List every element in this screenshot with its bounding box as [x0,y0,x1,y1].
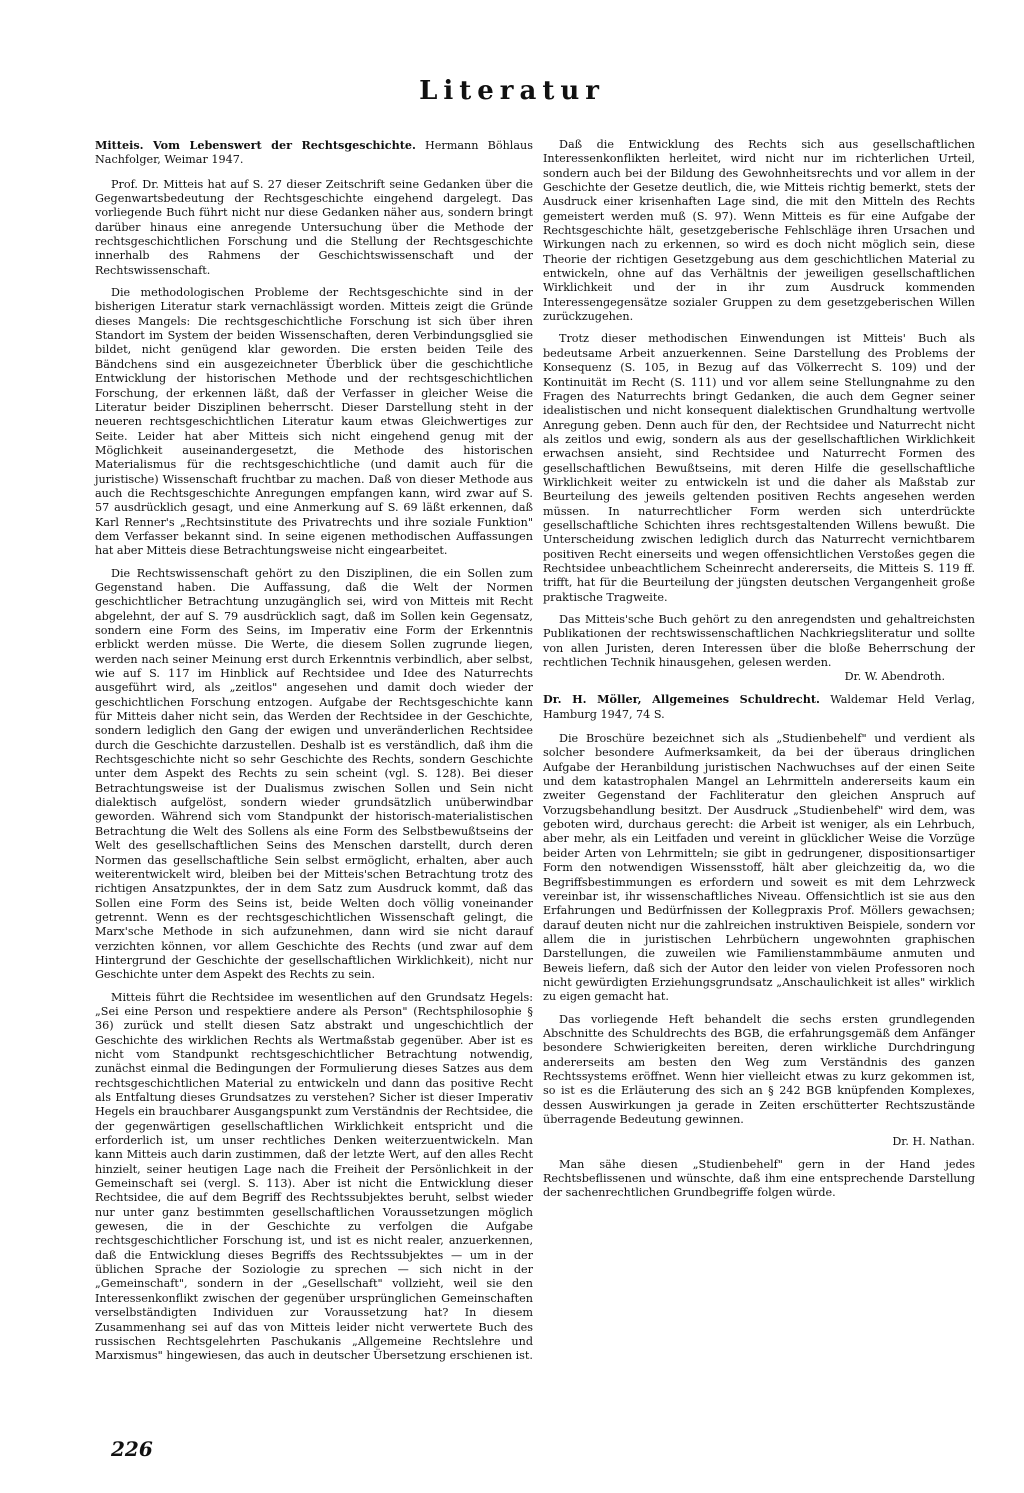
review1-paragraph-6: Trotz dieser methodischen Einwendungen ist Mitteis' Buch als bedeutsame Arbeit anzuerkennen. Seine Darstellung des Problems der Konsequenz (S. 105, in Bezug auf das Völkerrecht S. 109) und der Kontinuität im Recht (S. 111) und vor allem seine Stellungnahme zu den Fragen des Naturrechts bringt Gedanken, die auch dem Gegner seiner idealistischen und nicht konsequent dialektischen Grundhaltung wertvolle Anregung geben. Denn auch für den, der Rechtsidee und Naturrecht nicht als zeitlos und ewig, sondern als aus der gesellschaftlichen Wirklichkeit erwachsen ansieht, sind Rechtsidee und Naturrecht Formen des gesellschaftlichen Bewußtseins, mit deren Hilfe die gesellschaftliche Wirklichkeit weiter zu entwickeln ist und die daher als Maßstab zur Beurteilung des jeweils geltenden positiven Rechts angesehen werden müssen. In naturrechtlicher Form werden sich unterdrückte gesellschaftliche Schichten ihres rechtsgestaltenden Willens bewußt. Die Unterscheidung zwischen lediglich durch das Naturrecht vernichtbarem positiven Recht einerseits und wegen offensichtlichen Verstoßes gegen die Rechtsidee unbeachtlichem Scheinrecht andererseits, die Mitteis S. 119 ff. trifft, hat für die Beurteilung der jüngsten deutschen Vergangenheit große praktische Tragweite. [543,332,975,604]
review2-heading-publisher: Waldemar Held Verlag, Hamburg 1947, 74 S. [543,693,976,721]
left-column [95,138,533,1372]
review1-paragraph-7-text: Das Mitteis'sche Buch gehört zu den anregendsten und gehaltreichsten Publikationen der rechtswissenschaftlichen Nachkriegsliteratur und sollte von allen Juristen, deren Interessen über die bloße Beherrschung der rechtlichen Technik hinausgehen, gelesen werden. [543,613,975,670]
review2-heading [543,692,975,722]
right-column [543,138,975,1209]
review2-signature: Dr. H. Nathan. [892,1135,975,1149]
page-number: 226 [111,1437,153,1461]
section-title: Literatur [419,76,605,106]
review1-heading-publisher: Hermann Böhlaus Nachfolger, Weimar 1947. [95,139,533,167]
review2 [543,692,975,1200]
review1-paragraph-2: Die methodologischen Probleme der Rechtsgeschichte sind in der bisherigen Literatur stark vernachlässigt worden. Mitteis zeigt die Gründe dieses Mangels: Die rechtsgeschichtliche Forschung ist sich über ihren Standort im System der beiden Wissenschaften, deren Verbindungsglied sie bildet, nicht genügend klar geworden. Die ersten beiden Teile des Bändchens sind ein ausgezeichneter Überblick über die geschichtliche Entwicklung der historischen Methode und der rechtsgeschichtlichen Forschung, der erkennen läßt, daß der Verfasser in gleicher Weise die Literatur beider Disziplinen beherrscht. Dieser Darstellung steht in der neueren rechtsgeschichtlichen Literatur kaum etwas Gleichwertiges zur Seite. Leider hat aber Mitteis sich nicht eingehend genug mit der Möglichkeit auseinandergesetzt, die Methode des historischen Materialismus für die rechtsgeschichtliche (und damit auch für die juristische) Wissenschaft fruchtbar zu machen. Daß von dieser Methode aus auch die Rechtsgeschichte Anregungen empfangen kann, wird zwar auf S. 57 ausdrücklich gesagt, und eine Anmerkung auf S. 69 läßt erkennen, daß Karl Renner's „Rechtsinstitute des Privatrechts und ihre soziale Funktion" dem Verfasser bekannt sind. In seine eigenen methodischen Auffassungen hat aber Mitteis diese Betrachtungsweise nicht eingearbeitet. [95,286,533,558]
review1-signature: Dr. W. Abendroth. [844,670,945,684]
review2-paragraph-2: Das vorliegende Heft behandelt die sechs ersten grundlegenden Abschnitte des Schuldrechts des BGB, die erfahrungsgemäß dem Anfänger besondere Schwierigkeiten bereiten, deren wirkliche Durchdringung andererseits am besten den Weg zum Verständnis des ganzen Rechtssystems eröffnet. Wenn hier vielleicht etwas zu kurz gekommen ist, so ist es die Erläuterung des sich an § 242 BGB knüpfenden Komplexes, dessen Auswirkungen ja gerade in Zeiten erschütterter Rechtszustände überragende Bedeutung gewinnen. [543,1012,975,1126]
review1-paragraph-3: Die Rechtswissenschaft gehört zu den Disziplinen, die ein Sollen zum Gegenstand haben. Die Auffassung, daß die Welt der Normen geschichtlicher Betrachtung unzugänglich sei, wird von Mitteis mit Recht abgelehnt, der auf S. 79 ausdrücklich sagt, daß im Sollen kein Gegensatz, sondern eine Form des Seins, im Imperativ eine Form der Erkenntnis erblickt werden müsse. Die Werte, die diesem Sollen zugrunde liegen, werden nach seiner Meinung erst durch Erkenntnis verbindlich, aber selbst, wie auf S. 117 im Hinblick auf Rechtsidee und Idee des Naturrechts ausgeführt wird, als „zeitlos" angesehen und damit doch wieder der geschichtlichen Forschung entzogen. Aufgabe der Rechtsgeschichte kann für Mitteis daher nicht sein, das Werden der Rechtsidee in der Geschichte, sondern lediglich den Gang der ewigen und unveränderlichen Rechtsidee durch die Geschichte darzustellen. Deshalb ist es verständlich, daß ihm die Rechtsgeschichte nicht so sehr Geschichte des Rechts, sondern Geschichte unter dem Aspekt des Rechts zu sein scheint (vgl. S. 128). Bei dieser Betrachtungsweise ist der Dualismus zwischen Sollen und Sein nicht dialektisch aufgelöst, sondern wieder grundsätzlich unüberwindbar geworden. Während sich vom Standpunkt der historisch-materialistischen Betrachtung die Welt des Sollens als eine Form des Selbstbewußtseins der Welt des gesellschaftlichen Seins des Menschen darstellt, durch deren Normen das gesellschaftliche Sein selbst ermöglicht, erhalten, aber auch weiterentwickelt wird, bleiben bei der Mitteis'schen Betrachtung trotz des richtigen Ansatzpunktes, der in dem Satz zum Ausdruck kommt, daß das Sollen eine Form des Seins ist, beide Welten doch völlig voneinander getrennt. Wenn es der rechtsgeschichtlichen Wissenschaft gelingt, die Marx'sche Methode in sich aufzunehmen, dann wird sie nicht darauf verzichten können, vor allem Geschichte des Rechts (und zwar auf dem Hintergrund der Geschichte der gesellschaftlichen Wirklichkeit), nicht nur Geschichte unter dem Aspekt des Rechts zu sein. [95,566,533,982]
review1-heading [95,138,533,168]
review1-paragraph-4: Mitteis führt die Rechtsidee im wesentlichen auf den Grundsatz Hegels: „Sei eine Person und respektiere andere als Person" (Rechtsphilosophie § 36) zurück und stellt diesen Satz abstrakt und ungeschichtlich der Geschichte des wirklichen Rechts als Wertmaßstab gegenüber. Aber ist es nicht vom Standpunkt rechtsgeschichtlicher Betrachtung notwendig, zunächst einmal die Bedingungen der Formulierung dieses Satzes aus dem rechtsgeschichtlichen Material zu entwickeln und dann das positive Recht als Entfaltung dieses Grundsatzes zu verstehen? Sicher ist dieser Imperativ Hegels ein brauchbarer Ausgangspunkt zum Verständnis der Rechtsidee, die der gegenwärtigen gesellschaftlichen Wirklichkeit entspricht und die erforderlich ist, um unser rechtliches Denken weiterzuentwickeln. Man kann Mitteis auch darin zustimmen, daß der letzte Wert, auf den alles Recht hinzielt, seiner heutigen Lage nach die Freiheit der Persönlichkeit in der Gemeinschaft sei (vergl. S. 113). Aber ist nicht die Entwicklung dieser Rechtsidee, die auf dem Begriff des Rechtssubjektes beruht, selbst wieder nur unter ganz bestimmten gesellschaftlichen Voraussetzungen möglich gewesen, die in der Geschichte zu verfolgen die Aufgabe rechtsgeschichtlicher Forschung ist, und ist es nicht realer, anzuerkennen, daß die Entwicklung dieses Begriffs des Rechtssubjektes — um in der üblichen Sprache der Soziologie zu sprechen — sich nicht in der „Gemeinschaft", sondern in der „Gesellschaft" vollzieht, weil sie den Interessenkonflikt zwischen der gegenüber ursprünglichen Gemeinschaften verselbständigten Individuen zur Voraussetzung hat? In diesem Zusammenhang sei auf das von Mitteis leider nicht verwertete Buch des russischen Rechtsgelehrten Paschukanis „Allgemeine Rechtslehre und Marxismus" hingewiesen, das auch in deutscher Übersetzung erschienen ist. [95,990,533,1363]
review2-paragraph-1: Die Broschüre bezeichnet sich als „Studienbehelf" und verdient als solcher besondere Aufmerksamkeit, da bei der überaus dringlichen Aufgabe der Heranbildung juristischen Nachwuchses auf der einen Seite und dem katastrophalen Mangel an Lehrmitteln andererseits kaum ein zweiter Gegenstand der Fachliteratur den gleichen Anspruch auf Vorzugsbehandlung besitzt. Der Ausdruck „Studienbehelf" wird dem, was geboten wird, durchaus gerecht: die Arbeit ist weniger, als ein Lehrbuch, aber mehr, als ein Leitfaden und vereint in glücklicher Weise die Vorzüge beider Arten von Lehrmitteln; sie gibt in gedrungener, dispositionsartiger Form den notwendigen Wissensstoff, hält aber gleichzeitig da, wo die Begriffsbestimmungen es erfordern und soweit es mit dem Lehrzweck vereinbar ist, ihr wissenschaftliches Niveau. Offensichtlich ist sie aus den Erfahrungen und Bedürfnissen der Kollegpraxis Prof. Möllers gewachsen; darauf deuten nicht nur die zahlreichen instruktiven Beispiele, sondern vor allem die in juristischen Lehrbüchern ungewohnten graphischen Darstellungen, die zuweilen wie Familienstammbäume anmuten und Beweis liefern, daß sich der Autor den leider von vielen Professoren noch nicht gewürdigten Erziehungsgrundsatz „Anschaulichkeit ist alles" wirklich zu eigen gemacht hat. [543,732,975,1004]
review1-paragraph-1: Prof. Dr. Mitteis hat auf S. 27 dieser Zeitschrift seine Gedanken über die Gegenwartsbedeutung der Rechtsgeschichte eingehend dargelegt. Das vorliegende Buch führt nicht nur diese Gedanken näher aus, sondern bringt darüber hinaus eine anregende Untersuchung über die Methode der rechtsgeschichtlichen Forschung und die Stellung der Rechtsgeschichte innerhalb des Rahmens der Geschichtswissenschaft und der Rechtswissenschaft. [95,177,533,277]
review2-paragraph-3: Man sähe diesen „Studienbehelf" gern in der Hand jedes Rechtsbeflissenen und wünschte, daß ihm eine entsprechende Darstellung der sachenrechtlichen Grundbegriffe folgen würde. [543,1157,975,1200]
review1-paragraph-5: Daß die Entwicklung des Rechts sich aus gesellschaftlichen Interessenkonflikten herleitet, wird nicht nur im richterlichen Urteil, sondern auch bei der Bildung des Gewohnheitsrechts und vor allem in der Geschichte der Gesetze deutlich, die, wie Mitteis richtig bemerkt, stets der Ausdruck einer krisenhaften Lage sind, die mit den Mitteln des Rechts gemeistert werden muß (S. 97). Wenn Mitteis es für eine Aufgabe der Rechtsgeschichte hält, gesetzgeberische Fehlschläge ihren Ursachen und Wirkungen nach zu erkennen, so wird es doch nicht möglich sein, diese Theorie der richtigen Gesetzgebung aus dem geschichtlichen Material zu entwickeln, ohne auf das Verhältnis der jeweiligen gesellschaftlichen Wirklichkeit und der in ihr zum Ausdruck kommenden Interessengegensätze sozialer Gruppen zu dem gesetzgeberischen Willen zurückzugehen. [543,138,975,324]
review1-paragraph-7 [543,613,975,684]
review1-heading-title: Mitteis. Vom Lebenswert der Rechtsgeschichte. [95,138,416,152]
review2-heading-title: Dr. H. Möller, Allgemeines Schuldrecht. [543,692,820,707]
